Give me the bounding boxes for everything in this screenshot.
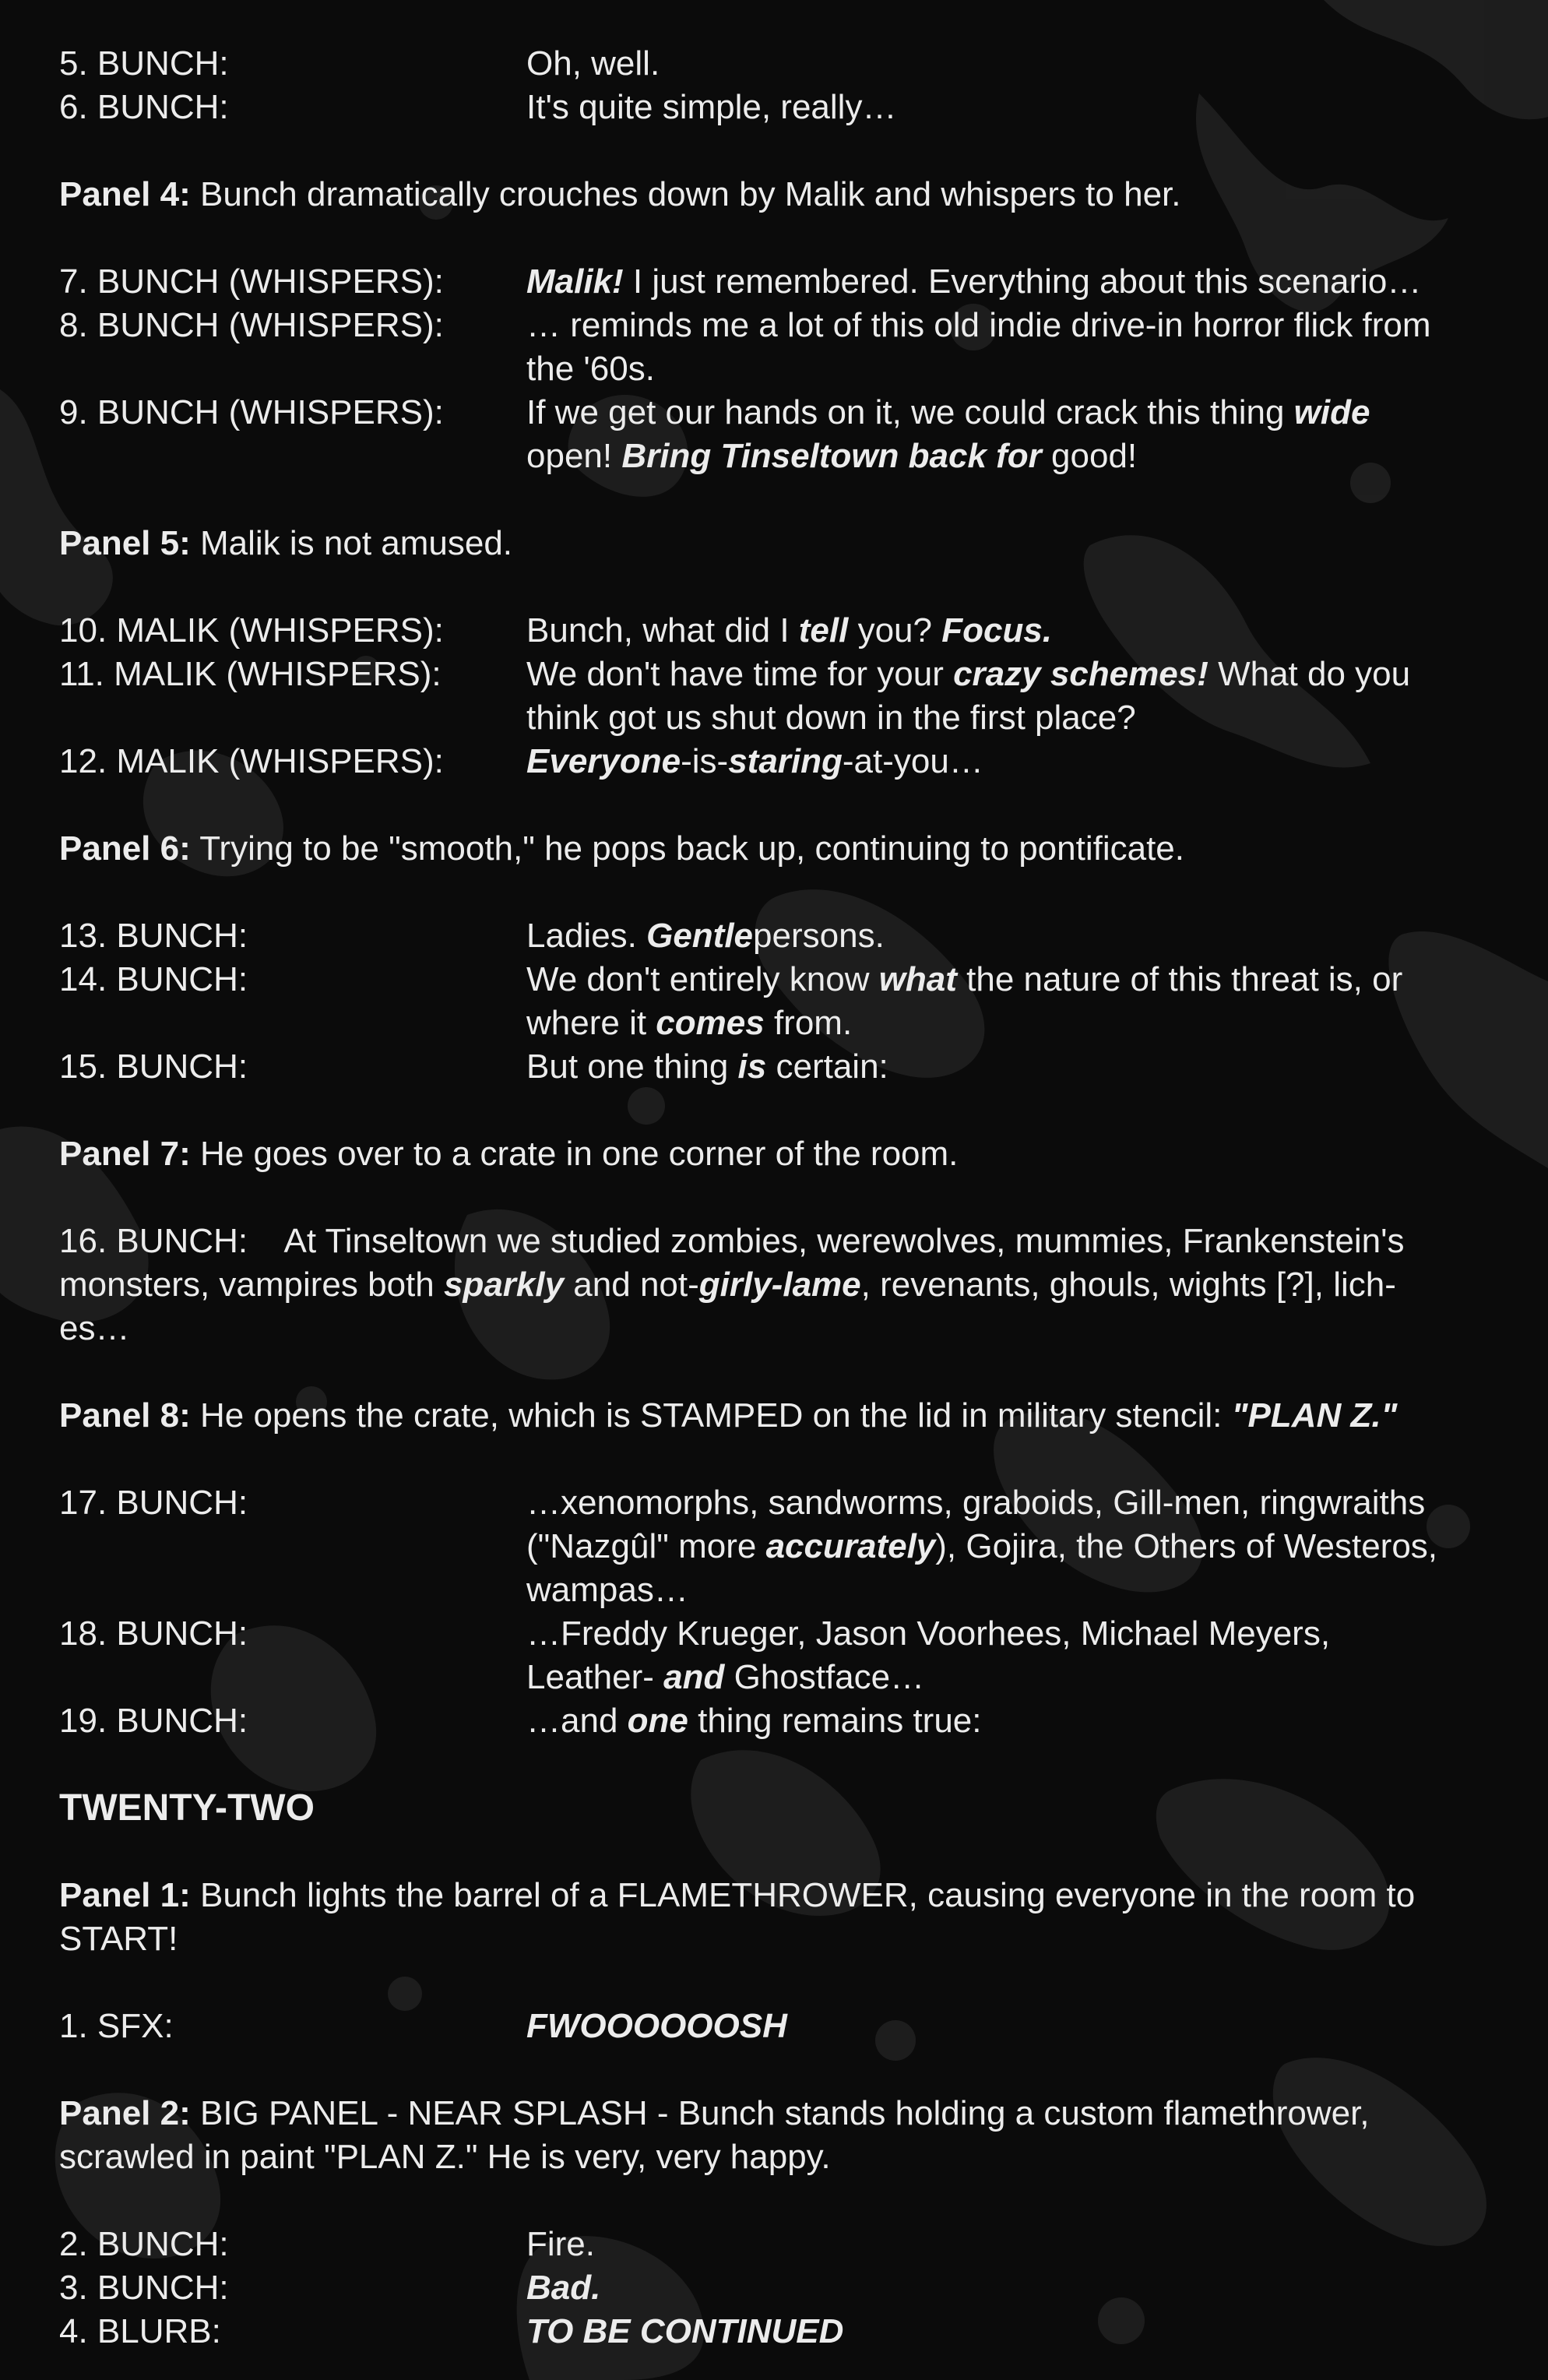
speaker-label: 13. BUNCH: bbox=[59, 917, 248, 955]
speaker-label: 4. BLURB: bbox=[59, 2312, 221, 2350]
emphasis: one bbox=[627, 1702, 688, 1740]
dialogue-text bbox=[526, 2005, 787, 2048]
speaker-label: 19. BUNCH: bbox=[59, 1702, 248, 1740]
dialogue-text: Oh, well. bbox=[526, 44, 660, 83]
panel-label: Panel 4: bbox=[59, 175, 191, 213]
dialogue-text: ("Nazgûl" more accurately), Gojira, the Others of Westeros, bbox=[526, 1527, 1438, 1565]
dialogue-text: where it comes from. bbox=[526, 1004, 853, 1042]
emphasis: "PLAN Z." bbox=[1231, 1396, 1398, 1435]
dialogue-text: …and one thing remains true: bbox=[526, 1702, 982, 1740]
emphasis: comes bbox=[656, 1004, 765, 1042]
emphasis: TO BE CONTINUED bbox=[526, 2312, 844, 2350]
dialogue-text: … reminds me a lot of this old indie drive-in horror flick from bbox=[526, 306, 1431, 344]
dialogue-text: …xenomorphs, sandworms, graboids, Gill-men, ringwraiths bbox=[526, 1484, 1426, 1522]
speaker-label: 14. BUNCH: bbox=[59, 960, 248, 998]
emphasis: is bbox=[737, 1047, 767, 1086]
emphasis: wide bbox=[1293, 393, 1370, 431]
dialogue-text: Malik! I just remembered. Everything about this scenario… bbox=[526, 262, 1422, 301]
dialogue-text: But one thing is certain: bbox=[526, 1047, 888, 1086]
dialogue-text: think got us shut down in the first place? bbox=[526, 699, 1136, 737]
speaker-label: 2. BUNCH: bbox=[59, 2225, 229, 2263]
speaker-label: 15. BUNCH: bbox=[59, 1047, 248, 1086]
emphasis: FWOOOOOOSH bbox=[526, 2007, 787, 2045]
speaker-label: 5. BUNCH: bbox=[59, 44, 229, 83]
speaker-label: 12. MALIK (WHISPERS): bbox=[59, 742, 444, 780]
panel-description-cont: scrawled in paint "PLAN Z." He is very, very happy. bbox=[59, 2138, 831, 2176]
speaker-label: 7. BUNCH (WHISPERS): bbox=[59, 262, 444, 301]
emphasis: Bring Tinseltown back for bbox=[612, 437, 1052, 475]
speaker-label: 9. BUNCH (WHISPERS): bbox=[59, 393, 444, 431]
emphasis: Bad. bbox=[526, 2269, 601, 2307]
panel-description: Panel 5: Malik is not amused. bbox=[59, 524, 513, 562]
emphasis: Everyone bbox=[526, 742, 681, 780]
dialogue-text: open! Bring Tinseltown back for good! bbox=[526, 437, 1138, 475]
emphasis: staring bbox=[728, 742, 843, 780]
panel-description: Panel 4: Bunch dramatically crouches down by Malik and whispers to her. bbox=[59, 175, 1181, 213]
speaker-label: 3. BUNCH: bbox=[59, 2269, 229, 2307]
panel-label: Panel 2: bbox=[59, 2094, 191, 2132]
emphasis: girly-lame bbox=[698, 1266, 861, 1304]
emphasis: Malik! bbox=[526, 262, 624, 301]
dialogue-line-cont: es… bbox=[59, 1309, 130, 1347]
speaker-label: 17. BUNCH: bbox=[59, 1484, 248, 1522]
emphasis: accurately bbox=[765, 1527, 936, 1565]
dialogue-text: Everyone-is-staring-at-you… bbox=[526, 742, 983, 780]
speaker-label: 8. BUNCH (WHISPERS): bbox=[59, 306, 444, 344]
speaker-label: 10. MALIK (WHISPERS): bbox=[59, 611, 444, 650]
panel-label: Panel 6: bbox=[59, 829, 191, 868]
emphasis: and bbox=[663, 1658, 725, 1696]
panel-description: Panel 2: BIG PANEL - NEAR SPLASH - Bunch stands holding a custom flamethrower, bbox=[59, 2094, 1370, 2132]
dialogue-text: …Freddy Krueger, Jason Voorhees, Michael Meyers, bbox=[526, 1614, 1331, 1653]
speaker-label: 6. BUNCH: bbox=[59, 88, 229, 126]
emphasis: tell bbox=[798, 611, 849, 650]
dialogue-line-cont: monsters, vampires both sparkly and not-girly-lame, revenants, ghouls, wights [?], lich- bbox=[59, 1266, 1396, 1304]
emphasis: Gentle bbox=[646, 917, 754, 955]
panel-description: Panel 8: He opens the crate, which is STAMPED on the lid in military stencil: "PLAN Z." bbox=[59, 1396, 1398, 1435]
dialogue-text: Bunch, what did I tell you? Focus. bbox=[526, 611, 1053, 650]
dialogue-text bbox=[526, 2310, 843, 2354]
panel-description: Panel 1: Bunch lights the barrel of a FLAMETHROWER, causing everyone in the room to bbox=[59, 1876, 1416, 1914]
emphasis: crazy schemes! bbox=[953, 655, 1208, 693]
speaker-label: 11. MALIK (WHISPERS): bbox=[59, 655, 442, 693]
dialogue-text: the '60s. bbox=[526, 350, 655, 388]
emphasis: what bbox=[878, 960, 957, 998]
panel-label: Panel 7: bbox=[59, 1135, 191, 1173]
speaker-label: 18. BUNCH: bbox=[59, 1614, 248, 1653]
dialogue-text: We don't entirely know what the nature of this threat is, or bbox=[526, 960, 1403, 998]
emphasis: Focus. bbox=[941, 611, 1053, 650]
dialogue-text: If we get our hands on it, we could crack this thing wide bbox=[526, 393, 1370, 431]
panel-label: Panel 5: bbox=[59, 524, 191, 562]
panel-description: Panel 7: He goes over to a crate in one corner of the room. bbox=[59, 1135, 959, 1173]
panel-description: Panel 6: Trying to be "smooth," he pops back up, continuing to pontificate. bbox=[59, 829, 1184, 868]
dialogue-text: Ladies. Gentlepersons. bbox=[526, 917, 885, 955]
dialogue-text bbox=[526, 2266, 600, 2310]
dialogue-text: wampas… bbox=[526, 1571, 688, 1609]
dialogue-text: Fire. bbox=[526, 2225, 595, 2263]
dialogue-line: 16. BUNCH: At Tinseltown we studied zombies, werewolves, mummies, Frankenstein's bbox=[59, 1222, 1405, 1260]
speaker-label: 1. SFX: bbox=[59, 2007, 174, 2045]
panel-label: Panel 8: bbox=[59, 1396, 191, 1435]
dialogue-text: Leather- and Ghostface… bbox=[526, 1658, 925, 1696]
panel-label: Panel 1: bbox=[59, 1876, 191, 1914]
dialogue-text: It's quite simple, really… bbox=[526, 88, 897, 126]
panel-description-cont: START! bbox=[59, 1920, 178, 1958]
dialogue-text: We don't have time for your crazy schemes! What do you bbox=[526, 655, 1411, 693]
section-heading: TWENTY-TWO bbox=[59, 1787, 315, 1829]
emphasis: sparkly bbox=[443, 1266, 565, 1304]
